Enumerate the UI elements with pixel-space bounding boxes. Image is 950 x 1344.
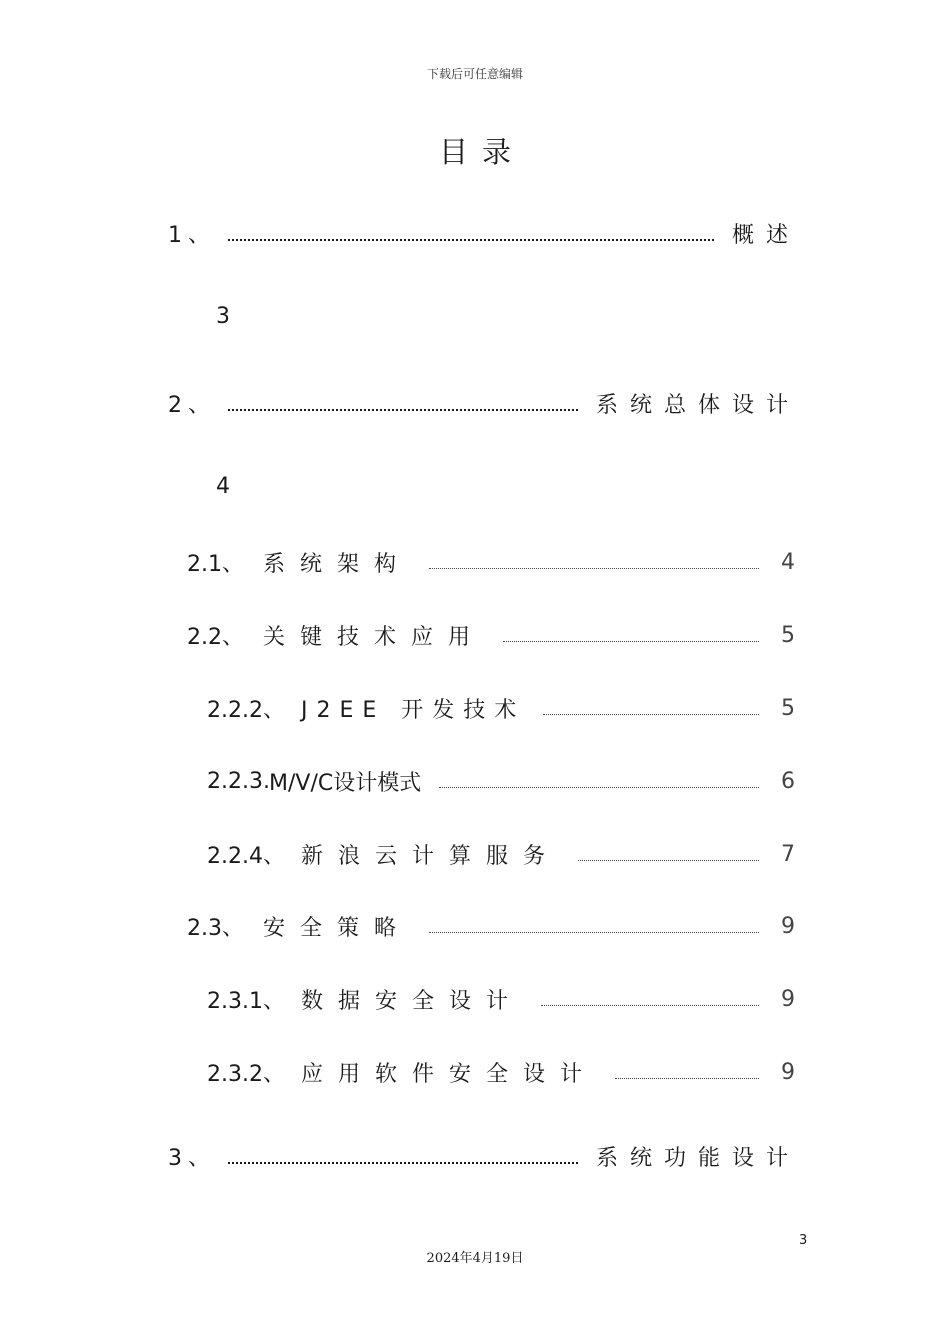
- toc-leader-dots: [503, 641, 759, 642]
- footer-date: 2024年4月19日: [426, 1251, 524, 1266]
- toc-entry-number: 3、: [168, 1146, 216, 1171]
- toc-leader-dots: [228, 239, 714, 241]
- toc-entry-title: 应用软件安全设计: [301, 1062, 598, 1087]
- toc-entry-page: 6: [781, 769, 795, 794]
- toc-entry-page: 3: [216, 304, 230, 329]
- toc-entry-number: 2.2.2、: [207, 698, 285, 723]
- toc-entry-page: 9: [781, 1060, 795, 1085]
- toc-entry-number: 2.3.1、: [207, 989, 285, 1014]
- toc-entry-2-2-3[interactable]: [207, 766, 795, 797]
- footer-page-number: 3: [799, 1233, 808, 1248]
- toc-entry-2-3[interactable]: [187, 911, 795, 942]
- toc-entry-page: 7: [781, 842, 795, 867]
- toc-entry-2-3-2[interactable]: [207, 1057, 795, 1088]
- toc-entry-page: 4: [216, 474, 230, 499]
- toc-entry-3[interactable]: [168, 1141, 800, 1172]
- toc-entry-2-2-2[interactable]: [207, 693, 795, 724]
- toc-entry-title: 新浪云计算服务: [301, 844, 561, 869]
- toc-leader-dots: [439, 787, 759, 788]
- page-header: 下载后可任意编辑: [426, 67, 523, 81]
- toc-entry-title: M/V/C设计模式: [269, 771, 422, 796]
- toc-entry-title: 概述: [731, 223, 800, 248]
- toc-entry-number: 2.2.4、: [207, 844, 285, 869]
- toc-entry-number: 2.1、: [187, 552, 244, 577]
- toc-entry-2[interactable]: [168, 388, 800, 419]
- toc-entry-page: 5: [781, 623, 795, 648]
- toc-entry-2-2-4[interactable]: [207, 839, 795, 870]
- toc-entry-number: 1、: [168, 223, 216, 248]
- toc-leader-dots: [543, 714, 759, 715]
- toc-entry-number: 2.3、: [187, 916, 244, 941]
- toc-entry-2-1[interactable]: [187, 547, 795, 578]
- toc-entry-title: 安全策略: [263, 916, 412, 941]
- toc-entry-number: 2、: [168, 393, 216, 418]
- toc-entry-number: 2.3.2、: [207, 1062, 285, 1087]
- toc-entry-number: 2.2.3.: [207, 769, 270, 794]
- toc-entry-title: 系统功能设计: [595, 1146, 800, 1171]
- toc-leader-dots: [429, 568, 759, 569]
- toc-entry-number: 2.2、: [187, 625, 244, 650]
- toc-entry-page: 9: [781, 987, 795, 1012]
- toc-entry-title: 系统总体设计: [595, 393, 800, 418]
- toc-leader-dots: [578, 860, 759, 861]
- toc-entry-title: 关键技术应用: [263, 625, 486, 650]
- toc-leader-dots: [228, 409, 578, 411]
- toc-leader-dots: [615, 1078, 759, 1079]
- toc-entry-2-2[interactable]: [187, 620, 795, 651]
- toc-entry-2-3-1[interactable]: [207, 984, 795, 1015]
- toc-entry-page: 5: [781, 696, 795, 721]
- page-title: 目录: [438, 135, 525, 169]
- toc-entry-title: J2EE 开发技术: [301, 698, 526, 723]
- toc-leader-dots: [228, 1162, 578, 1164]
- toc-leader-dots: [541, 1005, 759, 1006]
- toc-leader-dots: [429, 932, 759, 933]
- toc-entry-page: 9: [781, 914, 795, 939]
- toc-entry-title: 系统架构: [263, 552, 412, 577]
- toc-entry-page: 4: [781, 550, 795, 575]
- toc-entry-title: 数据安全设计: [301, 989, 524, 1014]
- toc-entry-1[interactable]: [168, 218, 800, 249]
